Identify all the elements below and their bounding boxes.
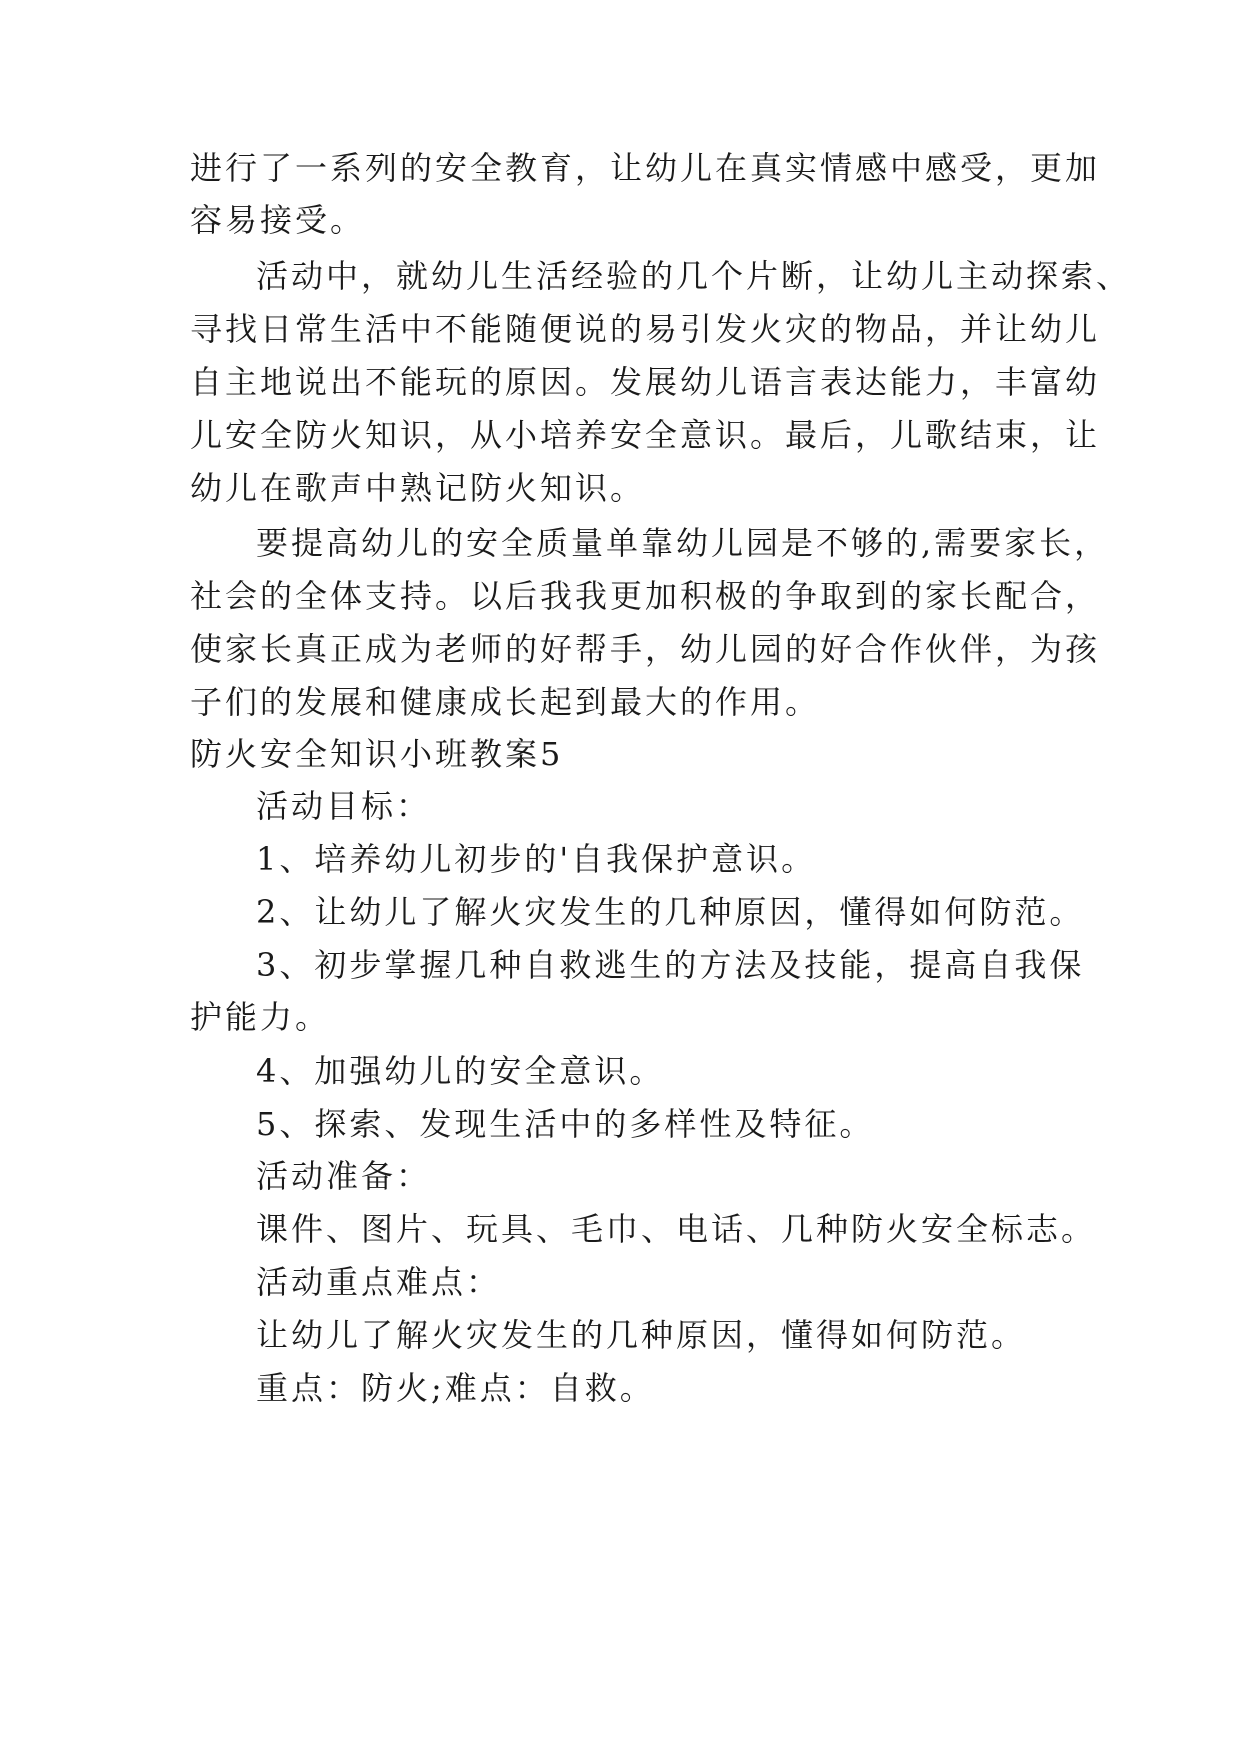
list-item: 4、加强幼儿的安全意识。 xyxy=(256,1052,665,1090)
paragraph-line: 要提高幼儿的安全质量单靠幼儿园是不够的,需要家长， xyxy=(256,524,1110,562)
paragraph-line: 儿安全防火知识，从小培养安全意识。最后，儿歌结束，让 xyxy=(190,416,1101,454)
paragraph-line: 进行了一系列的安全教育，让幼儿在真实情感中感受，更加 xyxy=(190,149,1101,187)
subheading: 活动准备： xyxy=(256,1157,432,1195)
paragraph-line: 自主地说出不能玩的原因。发展幼儿语言表达能力，丰富幼 xyxy=(190,363,1101,401)
list-item: 1、培养幼儿初步的'自我保护意识。 xyxy=(256,840,817,878)
paragraph-line: 让幼儿了解火灾发生的几种原因，懂得如何防范。 xyxy=(256,1316,1027,1354)
list-item-continuation: 护能力。 xyxy=(190,998,331,1036)
paragraph-line: 使家长真正成为老师的好帮手，幼儿园的好合作伙伴，为孩 xyxy=(190,630,1101,668)
paragraph-line: 活动中，就幼儿生活经验的几个片断，让幼儿主动探索、 xyxy=(256,257,1132,295)
paragraph-line: 幼儿在歌声中熟记防火知识。 xyxy=(190,469,646,507)
subheading: 活动重点难点： xyxy=(256,1263,502,1301)
paragraph-line: 重点：防火;难点：自救。 xyxy=(256,1369,655,1407)
subheading: 活动目标： xyxy=(256,787,432,825)
paragraph-line: 社会的全体支持。以后我我更加积极的争取到的家长配合， xyxy=(190,577,1101,615)
list-item: 3、初步掌握几种自救逃生的方法及技能，提高自我保 xyxy=(256,946,1085,984)
paragraph-line: 子们的发展和健康成长起到最大的作用。 xyxy=(190,683,821,721)
paragraph-line: 容易接受。 xyxy=(190,201,366,239)
list-item: 2、让幼儿了解火灾发生的几种原因，懂得如何防范。 xyxy=(256,893,1085,931)
section-heading: 防火安全知识小班教案5 xyxy=(190,735,564,773)
paragraph-line: 课件、图片、玩具、毛巾、电话、几种防火安全标志。 xyxy=(256,1210,1097,1248)
list-item: 5、探索、发现生活中的多样性及特征。 xyxy=(256,1105,875,1143)
paragraph-line: 寻找日常生活中不能随便说的易引发火灾的物品，并让幼儿 xyxy=(190,310,1101,348)
